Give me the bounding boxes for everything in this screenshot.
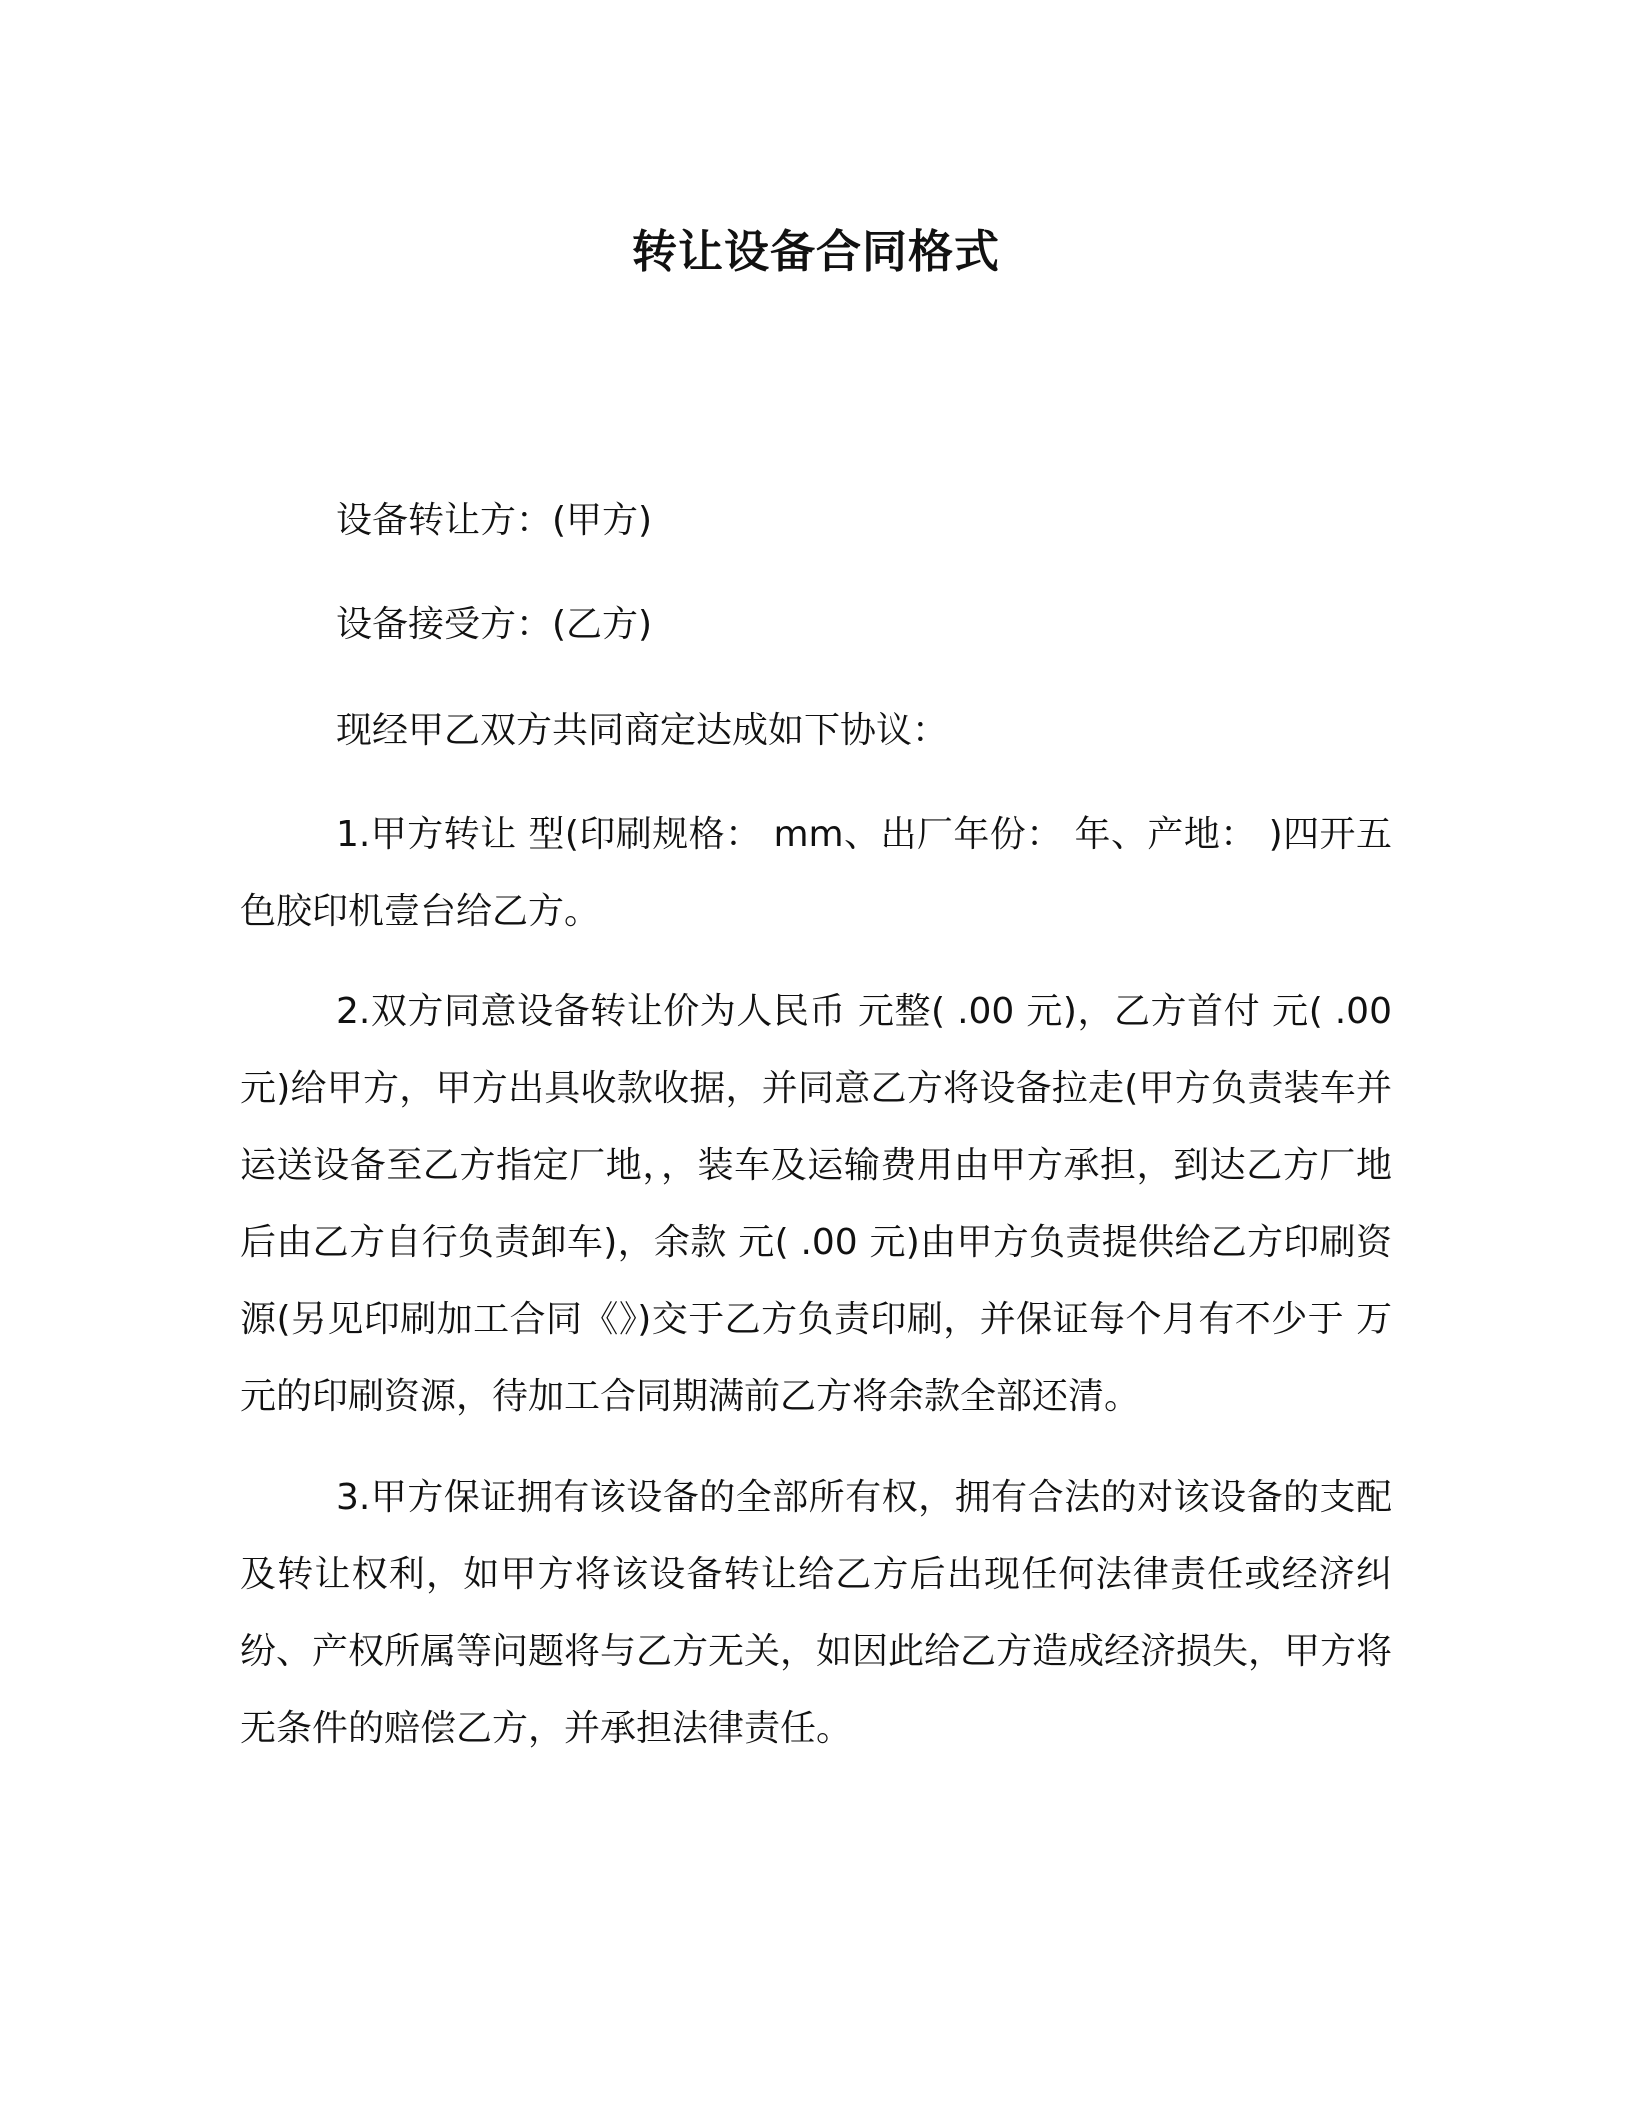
agreement-preamble: 现经甲乙双方共同商定达成如下协议：	[336, 710, 949, 751]
receiver-line: 设备接受方：(乙方)	[336, 604, 653, 645]
clause-1: 1.甲方转让 型(印刷规格： mm、出厂年份： 年、产地： )四开五色胶印机壹台给乙方。	[240, 814, 1392, 932]
clause-2: 2.双方同意设备转让价为人民币 元整( .00 元)，乙方首付 元( .00 元)给甲方，甲方出具收款收据，并同意乙方将设备拉走(甲方负责装车并运送设备至乙方指定厂地，，装车及运输费用由甲方承担，到达乙方厂地后由乙方自行负责卸车)，余款 元( .00 元)由甲方负责提供给乙方印刷资源(另见印刷加工合同《》)交于乙方负责印刷，并保证每个月有不少于 万元的印刷资源，待加工合同期满前乙方将余款全部还清。	[240, 991, 1392, 1417]
transferor-line: 设备转让方：(甲方)	[336, 500, 653, 541]
clause-3: 3.甲方保证拥有该设备的全部所有权，拥有合法的对该设备的支配及转让权利，如甲方将该设备转让给乙方后出现任何法律责任或经济纠纷、产权所属等问题将与乙方无关，如因此给乙方造成经济损失，甲方将无条件的赔偿乙方，并承担法律责任。	[240, 1477, 1393, 1749]
page-title: 转让设备合同格式	[631, 225, 1000, 278]
